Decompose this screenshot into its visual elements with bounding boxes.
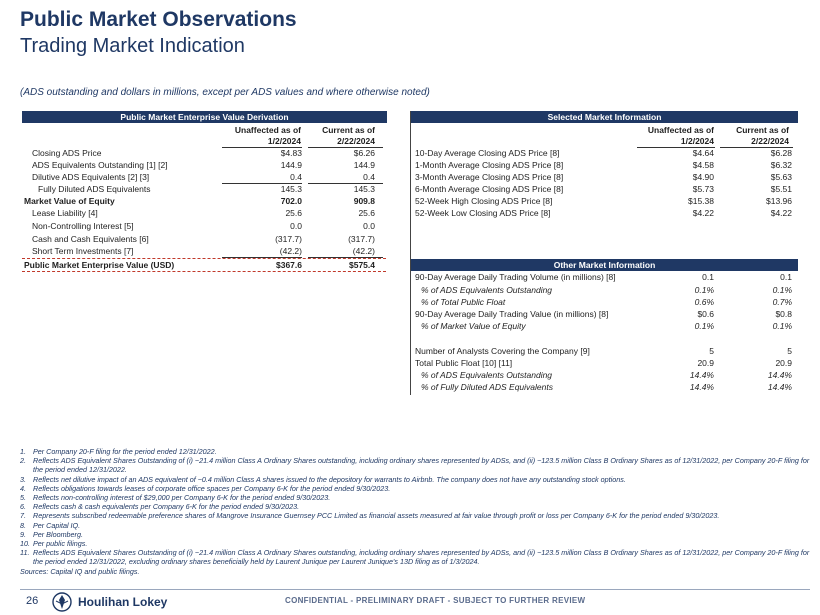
ev-row-label: Dilutive ADS Equivalents [2] [3] <box>32 172 150 182</box>
market-row-label: 6-Month Average Closing ADS Price [8] <box>415 184 564 194</box>
footnote-text: Per public filings. <box>33 539 88 549</box>
market-row-value-1: $4.64 <box>692 148 714 158</box>
ev-row-label: Fully Diluted ADS Equivalents <box>38 184 151 194</box>
other-row-value-1: $0.6 <box>697 309 714 319</box>
other-row <box>411 358 798 369</box>
ev-row <box>22 208 387 219</box>
footnote <box>20 530 810 539</box>
other-row-label: Number of Analysts Covering the Company [9] <box>415 346 590 356</box>
other-row <box>411 272 798 283</box>
ev-row-label: Short Term Investments [7] <box>32 246 134 256</box>
ev-row-value-1: $367.6 <box>276 260 302 270</box>
other-row-value-1: 0.1% <box>694 321 714 331</box>
market-table-header: Selected Market Information <box>411 111 798 123</box>
footnote <box>20 511 810 520</box>
ev-col2-header-line1: Current as of <box>322 125 375 135</box>
ev-row <box>22 246 387 257</box>
footnote <box>20 548 810 566</box>
footnote-text: Reflects net dilutive impact of an ADS equivalent of ~0.4 million Class A shares issued to the depository for warrants to Airbnb. The company does not have any outstanding stock options. <box>33 474 626 484</box>
ev-col1-header-line2: 1/2/2024 <box>267 136 301 146</box>
ev-row-value-2: $6.26 <box>353 148 375 158</box>
other-row <box>411 382 798 393</box>
other-table-header: Other Market Information <box>411 259 798 271</box>
ev-row-label: Cash and Cash Equivalents [6] <box>32 234 149 244</box>
footnote <box>20 456 810 474</box>
market-row-value-1: $5.73 <box>692 184 714 194</box>
footnote-number: 4. <box>20 483 26 493</box>
ev-row-label: ADS Equivalents Outstanding [1] [2] <box>32 160 168 170</box>
footnote-text: Per Capital IQ. <box>33 520 81 530</box>
other-row-label: % of Market Value of Equity <box>421 321 526 331</box>
ev-row-value-2: 0.0 <box>363 221 375 231</box>
ev-row-label: Public Market Enterprise Value (USD) <box>24 260 175 270</box>
market-row <box>411 160 798 171</box>
footnotes <box>20 447 810 576</box>
ev-row-total <box>22 260 387 271</box>
other-row <box>411 297 798 308</box>
footnote <box>20 484 810 493</box>
other-row-value-2: 0.1% <box>772 321 792 331</box>
confidential-notice: CONFIDENTIAL - PRELIMINARY DRAFT - SUBJECT TO FURTHER REVIEW <box>285 596 586 605</box>
footnote <box>20 502 810 511</box>
footnote <box>20 539 810 548</box>
ev-row <box>22 221 387 232</box>
footnote-text: Reflects cash & cash equivalents per Company 6-K for the period ended 9/30/2023. <box>33 502 300 512</box>
market-row-value-1: $4.58 <box>692 160 714 170</box>
market-col1-header-line1: Unaffected as of <box>647 125 714 135</box>
page-title: Public Market Observations <box>20 8 297 31</box>
market-row-label: 3-Month Average Closing ADS Price [8] <box>415 172 564 182</box>
other-row-label: % of ADS Equivalents Outstanding <box>421 285 553 295</box>
market-row <box>411 208 798 219</box>
other-row <box>411 285 798 296</box>
other-row-label: 90-Day Average Daily Trading Volume (in millions) [8] <box>415 272 616 282</box>
ev-row <box>22 160 387 171</box>
footnote-text: Represents subscribed redeemable preference shares of Mangrove Insurance Guernsey PCC Limited as financial assets measured at fair value through profit or loss per Company 6-K for the period ended 9/30/2023. <box>33 511 720 521</box>
other-row-label: % of ADS Equivalents Outstanding <box>421 370 553 380</box>
other-row-value-2: 14.4% <box>767 370 792 380</box>
ev-row-value-2: 25.6 <box>358 208 375 218</box>
other-row-label: % of Total Public Float <box>421 297 506 307</box>
footnote-number: 5. <box>20 493 26 503</box>
ev-row <box>22 172 387 183</box>
market-row <box>411 196 798 207</box>
sources-note: Sources: Capital IQ and public filings. <box>20 566 140 576</box>
footer-divider <box>20 589 810 590</box>
other-row <box>411 370 798 381</box>
page-subtitle: Trading Market Indication <box>20 35 245 57</box>
footnote <box>20 475 810 484</box>
ev-row-value-2: (42.2) <box>352 246 375 256</box>
other-row-value-2: 0.7% <box>772 297 792 307</box>
ev-row <box>22 234 387 245</box>
footnote-text: Reflects ADS Equivalent Shares Outstanding of (i) ~21.4 million Class A Ordinary Shares outstanding, including ordinary shares represented by ADSs, and (ii) ~123.5 million Class B Ordinary Shares as of 12/31/2022, per Company 20-F filing for the period ended 12/31/2022. <box>33 456 810 475</box>
market-row-value-1: $15.38 <box>688 196 714 206</box>
market-row <box>411 148 798 159</box>
footnote <box>20 447 810 456</box>
other-row-value-2: $0.8 <box>775 309 792 319</box>
footnote-number: 8. <box>20 520 26 530</box>
ev-col1-header-line1: Unaffected as of <box>234 125 301 135</box>
footnote-number: 6. <box>20 502 26 512</box>
footnote-text: Reflects non-controlling interest of $29,000 per Company 6-K for the period ended 9/30/2023. <box>33 493 331 503</box>
market-row-value-1: $4.22 <box>692 208 714 218</box>
footnote-number: 1. <box>20 447 26 456</box>
ev-row-value-2: 144.9 <box>353 160 375 170</box>
footnote <box>20 521 810 530</box>
footnote-number: 10. <box>20 539 30 549</box>
ev-row-value-2: 0.4 <box>363 172 375 182</box>
market-row-value-2: $13.96 <box>766 196 792 206</box>
market-row-label: 10-Day Average Closing ADS Price [8] <box>415 148 560 158</box>
ev-row-value-1: (42.2) <box>279 246 302 256</box>
ev-row-label: Closing ADS Price <box>32 148 102 158</box>
footnote-number: 11. <box>20 548 30 558</box>
ev-table-header: Public Market Enterprise Value Derivation <box>22 111 387 123</box>
footnote-number: 3. <box>20 474 26 484</box>
ev-row-value-1: 702.0 <box>280 196 302 206</box>
footnote-number: 9. <box>20 529 26 539</box>
ev-row-value-2: (317.7) <box>348 234 375 244</box>
market-row-value-1: $4.90 <box>692 172 714 182</box>
market-row-label: 1-Month Average Closing ADS Price [8] <box>415 160 564 170</box>
ev-row <box>22 196 387 207</box>
footnote-text: Reflects obligations towards leases of corporate office spaces per Company 6-K for the period ended 9/30/2023. <box>33 483 391 493</box>
ev-row-label: Non-Controlling Interest [5] <box>32 221 134 231</box>
other-row-value-1: 20.9 <box>697 358 714 368</box>
market-row-value-2: $6.32 <box>770 160 792 170</box>
market-row <box>411 184 798 195</box>
ev-row-value-1: 0.0 <box>290 221 302 231</box>
footnote-number: 2. <box>20 456 26 466</box>
ev-row-label: Lease Liability [4] <box>32 208 98 218</box>
other-row-value-2: 20.9 <box>775 358 792 368</box>
ev-row-value-2: 145.3 <box>353 184 375 194</box>
market-row <box>411 172 798 183</box>
other-row-value-1: 0.1 <box>702 272 714 282</box>
other-row-value-2: 14.4% <box>767 382 792 392</box>
other-row-value-2: 0.1 <box>780 272 792 282</box>
other-row-value-1: 0.1% <box>694 285 714 295</box>
footnote-text: Per Bloomberg. <box>33 529 83 539</box>
market-col2-header-line2: 2/22/2024 <box>751 136 789 146</box>
market-row-value-2: $5.63 <box>770 172 792 182</box>
page-number: 26 <box>26 595 39 607</box>
ev-row-value-1: $4.83 <box>280 148 302 158</box>
houlihan-lokey-logo-icon <box>52 592 72 612</box>
market-row-label: 52-Week High Closing ADS Price [8] <box>415 196 553 206</box>
market-row-value-2: $5.51 <box>770 184 792 194</box>
other-row <box>411 346 798 357</box>
ev-row <box>22 184 387 195</box>
footnote-number: 7. <box>20 511 26 521</box>
ev-row-value-2: $575.4 <box>349 260 375 270</box>
other-row-value-1: 14.4% <box>689 382 714 392</box>
other-row-value-2: 0.1% <box>772 285 792 295</box>
other-row-value-1: 14.4% <box>689 370 714 380</box>
units-note: (ADS outstanding and dollars in millions, except per ADS values and where otherwise noted) <box>20 87 430 98</box>
other-row-label: % of Fully Diluted ADS Equivalents <box>421 382 553 392</box>
ev-row-value-1: 0.4 <box>290 172 302 182</box>
ev-row-value-1: 144.9 <box>280 160 302 170</box>
ev-col2-header-line2: 2/22/2024 <box>337 136 375 146</box>
market-row-value-2: $4.22 <box>770 208 792 218</box>
ev-row-value-2: 909.8 <box>353 196 375 206</box>
other-row <box>411 309 798 320</box>
market-col1-header-line2: 1/2/2024 <box>680 136 714 146</box>
ev-row-label: Market Value of Equity <box>24 196 115 206</box>
footnote-text: Per Company 20-F filing for the period ended 12/31/2022. <box>33 447 217 456</box>
market-row-value-2: $6.28 <box>770 148 792 158</box>
footnote-text: Reflects ADS Equivalent Shares Outstanding of (i) ~21.4 million Class A Ordinary Shares outstanding, including ordinary shares represented by ADSs, and (ii) ~123.5 million Class B Ordinary Shares as of 12/31/2022, per Company 20-F filing for the period ended 12/31/2022, excluding ordinary shares beneficially held by Laurent Junique per Laurent Junique's 13D filing as of 1/3/2024. <box>33 548 810 567</box>
footnote <box>20 493 810 502</box>
ev-row-value-1: 145.3 <box>280 184 302 194</box>
ev-row <box>22 148 387 159</box>
other-row-label: 90-Day Average Daily Trading Value (in millions) [8] <box>415 309 609 319</box>
other-row-label: Total Public Float [10] [11] <box>415 358 513 368</box>
other-row-value-1: 5 <box>709 346 714 356</box>
ev-row-value-1: 25.6 <box>285 208 302 218</box>
ev-row-value-1: (317.7) <box>275 234 302 244</box>
market-row-label: 52-Week Low Closing ADS Price [8] <box>415 208 551 218</box>
other-row <box>411 321 798 332</box>
brand-name: Houlihan Lokey <box>78 595 168 609</box>
other-row-value-2: 5 <box>787 346 792 356</box>
other-row-value-1: 0.6% <box>694 297 714 307</box>
market-col2-header-line1: Current as of <box>736 125 789 135</box>
